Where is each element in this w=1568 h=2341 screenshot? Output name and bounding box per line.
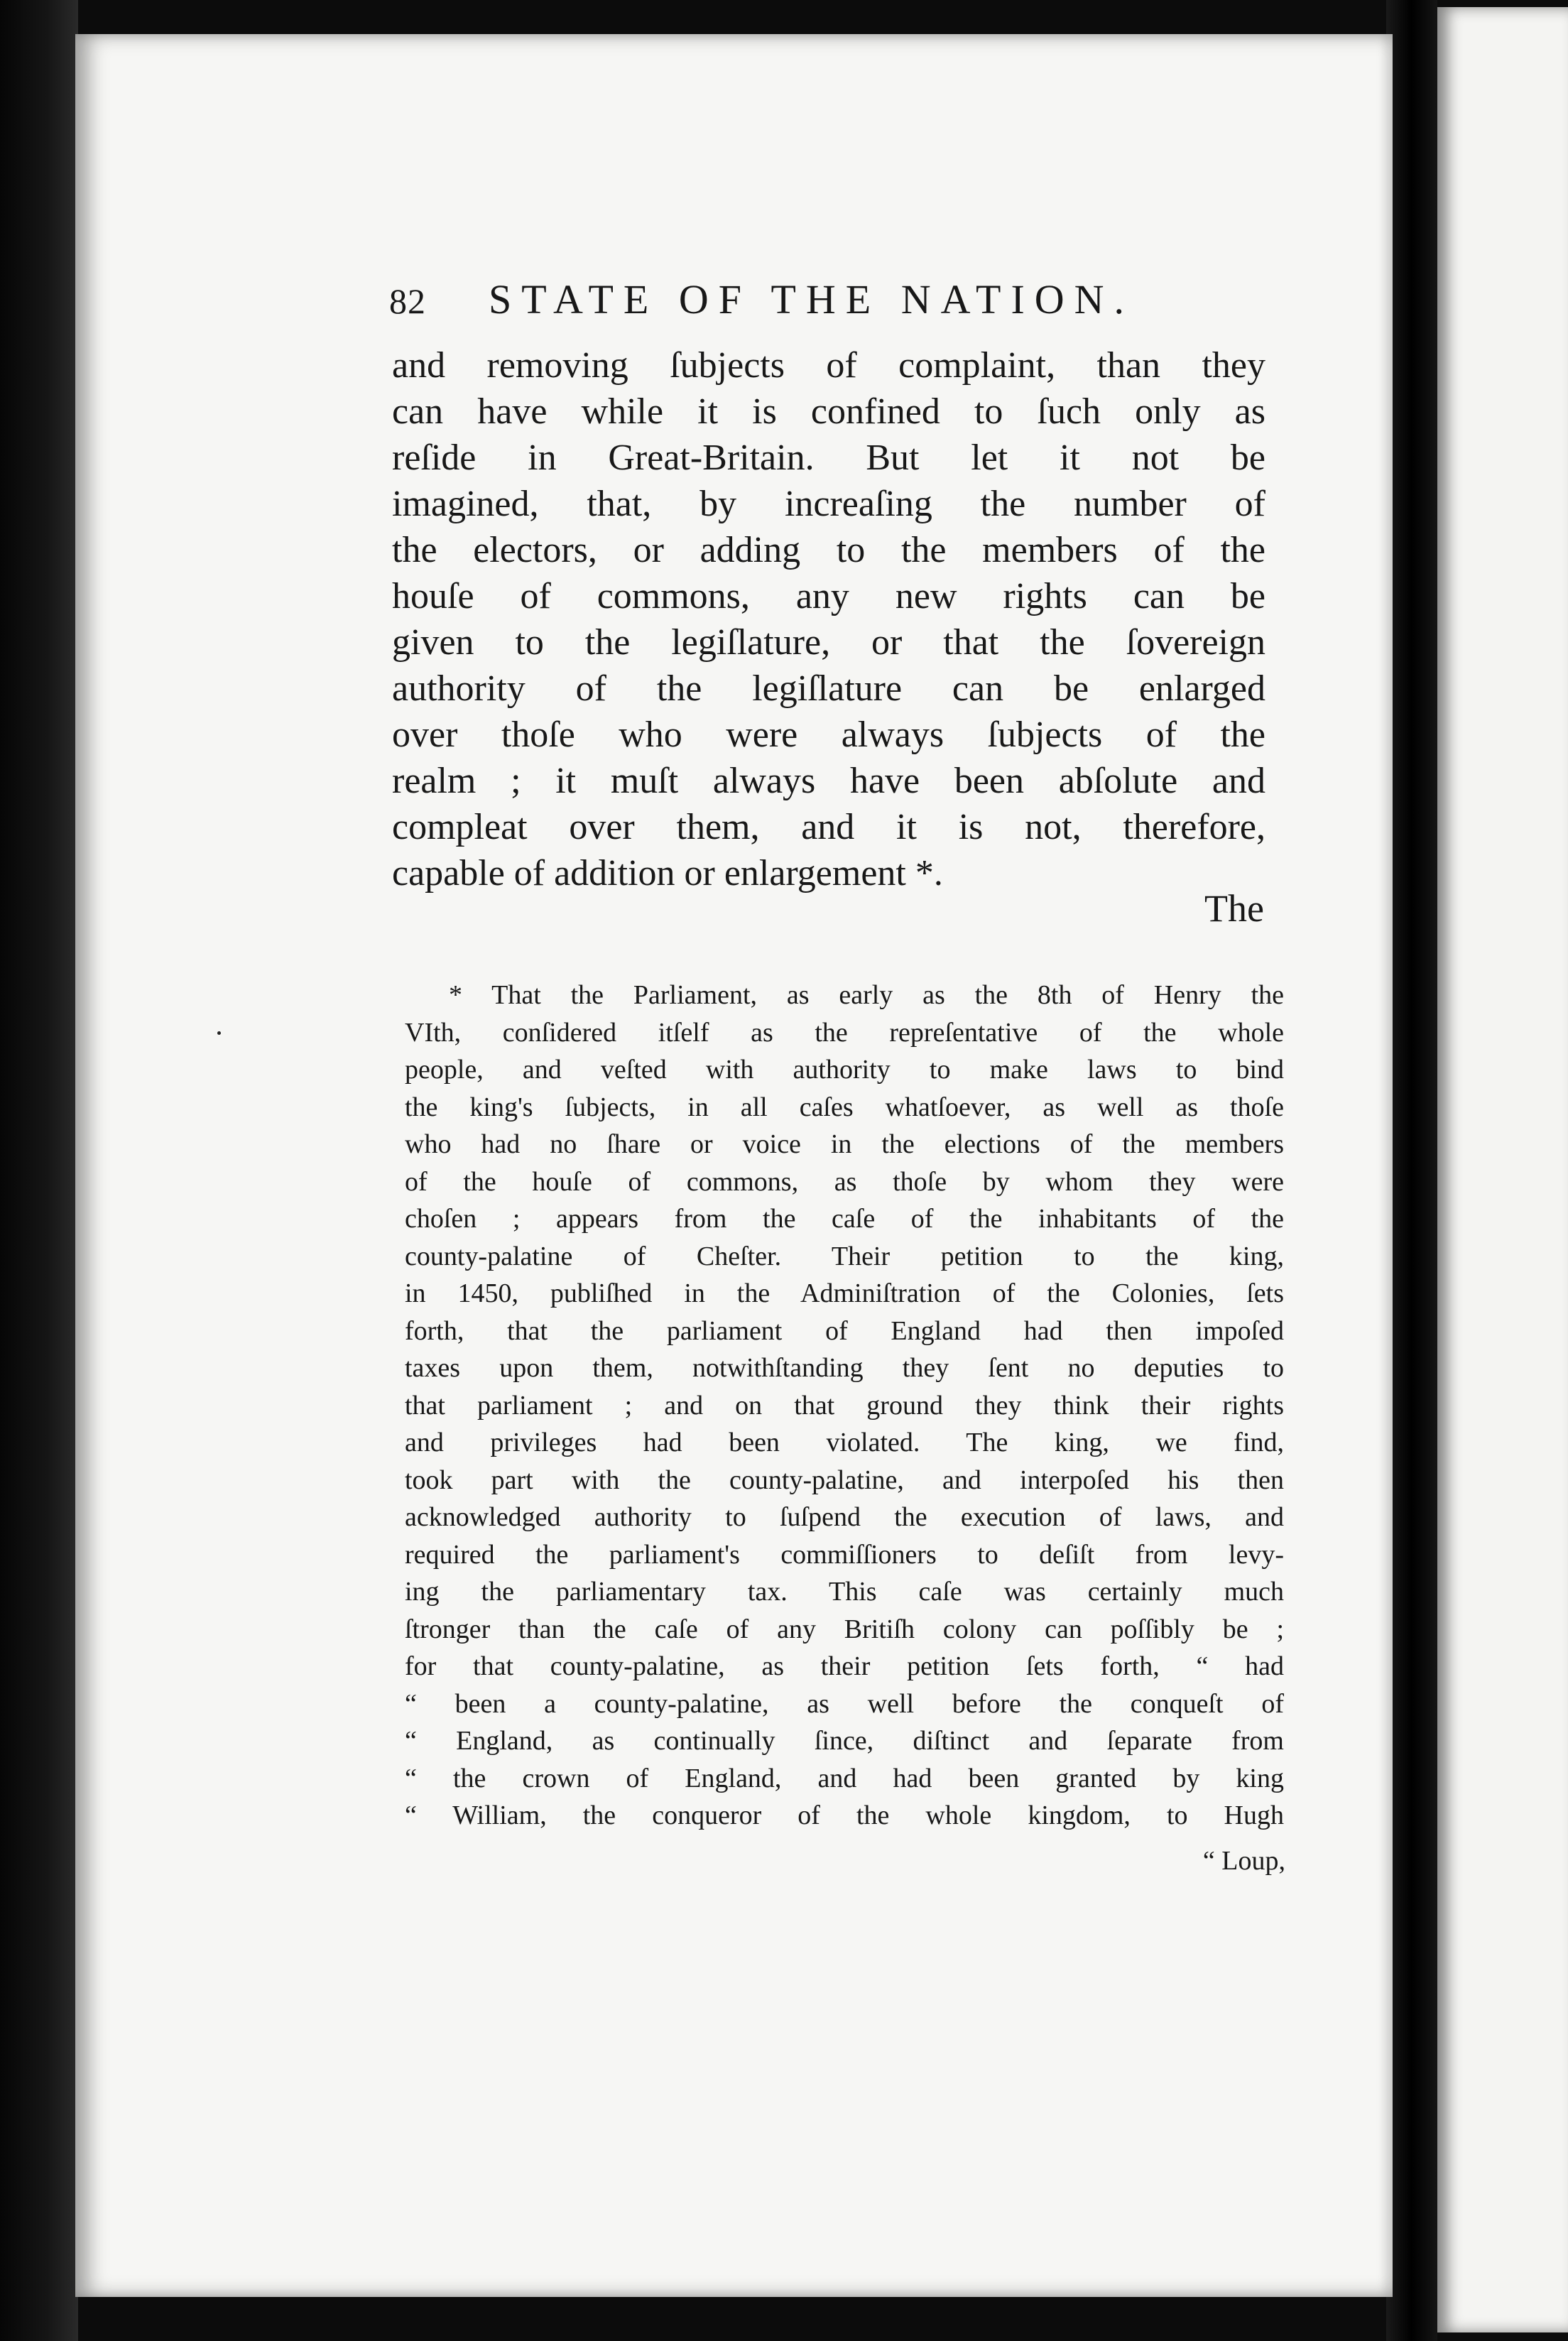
footnote-line: and privileges had been violated. The king, we find, (405, 1428, 1284, 1457)
body-line: imagined, that, by increaſing the number of (392, 484, 1265, 524)
footnote-line: “ been a county-palatine, as well before the conqueſt of (405, 1688, 1284, 1719)
footnote-line: choſen ; appears from the caſe of the inhabitants of the (405, 1204, 1284, 1234)
body-line: compleat over them, and it is not, therefore, (392, 807, 1265, 847)
footnote (405, 977, 1284, 1835)
footnote-line: the king's ſubjects, in all caſes whatſoever, as well as thoſe (405, 1092, 1284, 1122)
footnote-line: in 1450, publiſhed in the Adminiſtration of the Colonies, ſets (405, 1278, 1284, 1308)
footnote-line: took part with the county-palatine, and interpoſed his then (405, 1465, 1284, 1495)
footnote-line: taxes upon them, notwithſtanding they ſent no deputies to (405, 1353, 1284, 1383)
body-line: the electors, or adding to the members of the (392, 530, 1265, 570)
footnote-line: of the houſe of commons, as thoſe by whom they were (405, 1166, 1284, 1197)
book-gutter (1386, 0, 1437, 2341)
facing-page-edge (1437, 7, 1568, 2332)
page-number: 82 (389, 281, 426, 321)
footnote-line: people, and veſted with authority to make laws to bind (405, 1055, 1284, 1085)
body-line: can have while it is confined to ſuch only as (392, 391, 1265, 432)
footnote-line: ſtronger than the caſe of any Britiſh colony can poſſibly be ; (405, 1614, 1284, 1644)
body-line: houſe of commons, any new rights can be (392, 576, 1265, 617)
footnote-line: acknowledged authority to ſuſpend the execution of laws, and (405, 1502, 1284, 1532)
body-line: capable of addition or enlargement *. (392, 853, 943, 894)
footnote-line: that parliament ; and on that ground they think their rights (405, 1390, 1284, 1421)
body-line: authority of the legiſlature can be enlarged (392, 668, 1265, 709)
left-film-border (0, 0, 78, 2341)
body-line: and removing ſubjects of complaint, than they (392, 345, 1265, 386)
body-line: realm ; it muſt always have been abſolute and (392, 761, 1265, 801)
footnote-line: “ William, the conqueror of the whole kingdom, to Hugh (405, 1800, 1284, 1830)
footnote-line: required the parliament's commiſſioners to deſiſt from levy- (405, 1539, 1284, 1570)
footnote-line: county-palatine of Cheſter. Their petition to the king, (405, 1241, 1284, 1271)
footnote-line: VIth, conſidered itſelf as the repreſentative of the whole (405, 1017, 1284, 1048)
body-catchword: The (1204, 887, 1264, 930)
footnote-line: for that county-palatine, as their petition ſets forth, “ had (405, 1651, 1284, 1681)
running-title: STATE OF THE NATION. (489, 276, 1135, 322)
body-text (392, 342, 1265, 896)
body-line: over thoſe who were always ſubjects of the (392, 715, 1265, 755)
footnote-line: “ England, as continually ſince, diſtinct and ſeparate from (405, 1726, 1284, 1756)
page-header (389, 276, 1177, 347)
footnote-line: * That the Parliament, as early as the 8th of Henry the (449, 980, 1284, 1010)
scan-speck (217, 1031, 221, 1035)
footnote-catchword: “ Loup, (1202, 1846, 1285, 1876)
footnote-line: “ the crown of England, and had been granted by king (405, 1763, 1284, 1793)
footnote-line: ing the parliamentary tax. This caſe was certainly much (405, 1577, 1284, 1607)
body-line: reſide in Great-Britain. But let it not be (392, 438, 1265, 478)
footnote-line: who had no ſhare or voice in the elections of the members (405, 1129, 1284, 1159)
footnote-line: forth, that the parliament of England had then impoſed (405, 1315, 1284, 1346)
body-line: given to the legiſlature, or that the ſovereign (392, 622, 1265, 663)
